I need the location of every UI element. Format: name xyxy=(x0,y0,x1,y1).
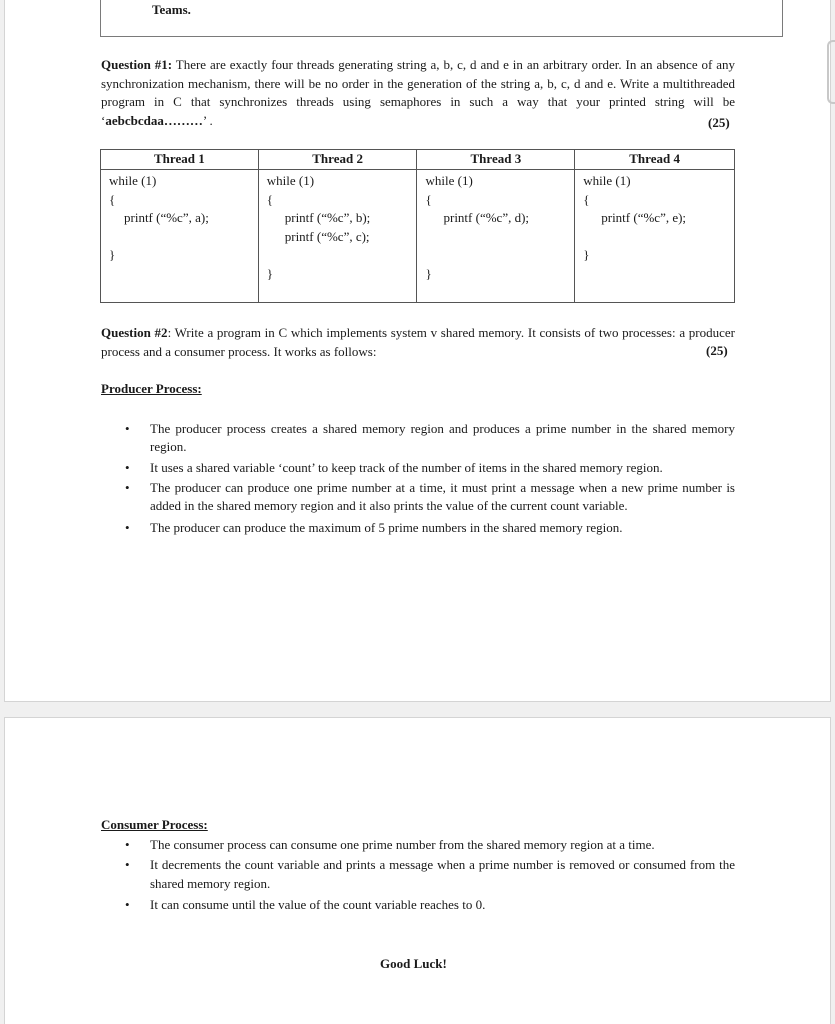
thread-3-code xyxy=(417,170,575,303)
question-1-target-string: aebcbcdaa……… xyxy=(105,112,203,128)
thread-3-open-brace: { xyxy=(425,191,432,207)
question-2-label: Question #2 xyxy=(101,325,168,340)
thread-2-close-brace: } xyxy=(266,265,273,281)
question-1-body: There are exactly four threads generating string a, b, c, d and e in an arbitrary order. In an absence of any synchronization mechanism, there will be no order in the generation of the string a, b, c, d and e. Write a multithreaded program in C that synchronizes threads using semaphores in such a way that your printed string will be ‘ xyxy=(101,57,736,128)
thread-2-header: Thread 2 xyxy=(258,150,417,170)
consumer-bullet-1: • The consumer process can consume one prime number from the shared memory region at a time. xyxy=(101,836,735,854)
thread-2-printf-b: printf (“%c”, b); xyxy=(284,210,371,225)
question-2-marks: (25) xyxy=(706,343,728,358)
consumer-heading: Consumer Process: xyxy=(101,817,208,832)
thread-1-code xyxy=(101,170,259,303)
question-1-text xyxy=(101,56,735,130)
threads-table xyxy=(100,149,735,303)
question-2-body: : Write a program in C which implements system v shared memory. It consists of two processes: a producer process and a consumer process. It works as follows: xyxy=(101,325,736,359)
threads-table-body-row xyxy=(101,170,735,303)
producer-bullet-2: • It uses a shared variable ‘count’ to keep track of the number of items in the shared memory region. xyxy=(101,459,735,477)
producer-bullet-4: • The producer can produce the maximum of 5 prime numbers in the shared memory region. xyxy=(101,519,735,537)
thread-4-open-brace: { xyxy=(583,191,590,207)
thread-1-close-brace: } xyxy=(109,247,116,262)
question-1-body-end: ’ . xyxy=(202,112,213,128)
thread-4-close-brace: } xyxy=(583,247,590,262)
thread-4-loop: while (1) xyxy=(583,173,631,188)
thread-3-printf: printf (“%c”, d); xyxy=(443,210,530,225)
producer-bullet-list xyxy=(101,420,735,538)
thread-2-open-brace: { xyxy=(266,191,273,207)
document-page-1 xyxy=(4,0,831,702)
consumer-bullet-list xyxy=(101,836,735,914)
threads-table-header-row xyxy=(101,150,735,170)
producer-bullet-3: • The producer can produce one prime number at a time, it must print a message when a new prime number is added in the shared memory region and it also prints the value of the current count variable. xyxy=(101,479,735,516)
question-1-marks: (25) xyxy=(708,115,730,130)
teams-text: Teams. xyxy=(152,2,191,17)
thread-3-header: Thread 3 xyxy=(417,150,575,170)
thread-1-loop: while (1) xyxy=(109,173,157,188)
question-1-label: Question #1: xyxy=(101,57,173,72)
thread-2-code xyxy=(258,170,417,303)
thread-4-header: Thread 4 xyxy=(575,150,735,170)
question-2-text xyxy=(101,324,735,361)
consumer-bullet-2: • It decrements the count variable and prints a message when a prime number is removed or consumed from the shared memory region. xyxy=(101,856,735,893)
thread-1-open-brace: { xyxy=(109,191,116,207)
thread-2-loop: while (1) xyxy=(266,173,315,188)
document-page-2 xyxy=(4,717,831,1024)
thread-1-printf: printf (“%c”, a); xyxy=(124,210,209,225)
thread-2-printf-c: printf (“%c”, c); xyxy=(284,228,370,244)
thread-4-code xyxy=(575,170,735,303)
producer-bullet-1: • The producer process creates a shared memory region and produces a prime number in the shared memory region. xyxy=(101,420,735,457)
thread-1-header: Thread 1 xyxy=(101,150,259,170)
producer-heading: Producer Process: xyxy=(101,381,202,396)
scrollbar-handle[interactable] xyxy=(827,40,835,104)
thread-4-printf: printf (“%c”, e); xyxy=(601,210,687,225)
thread-3-close-brace: } xyxy=(425,265,432,281)
thread-3-loop: while (1) xyxy=(425,173,473,188)
teams-box xyxy=(100,0,783,37)
consumer-bullet-3: • It can consume until the value of the count variable reaches to 0. xyxy=(101,896,735,914)
good-luck-text: Good Luck! xyxy=(380,956,447,971)
